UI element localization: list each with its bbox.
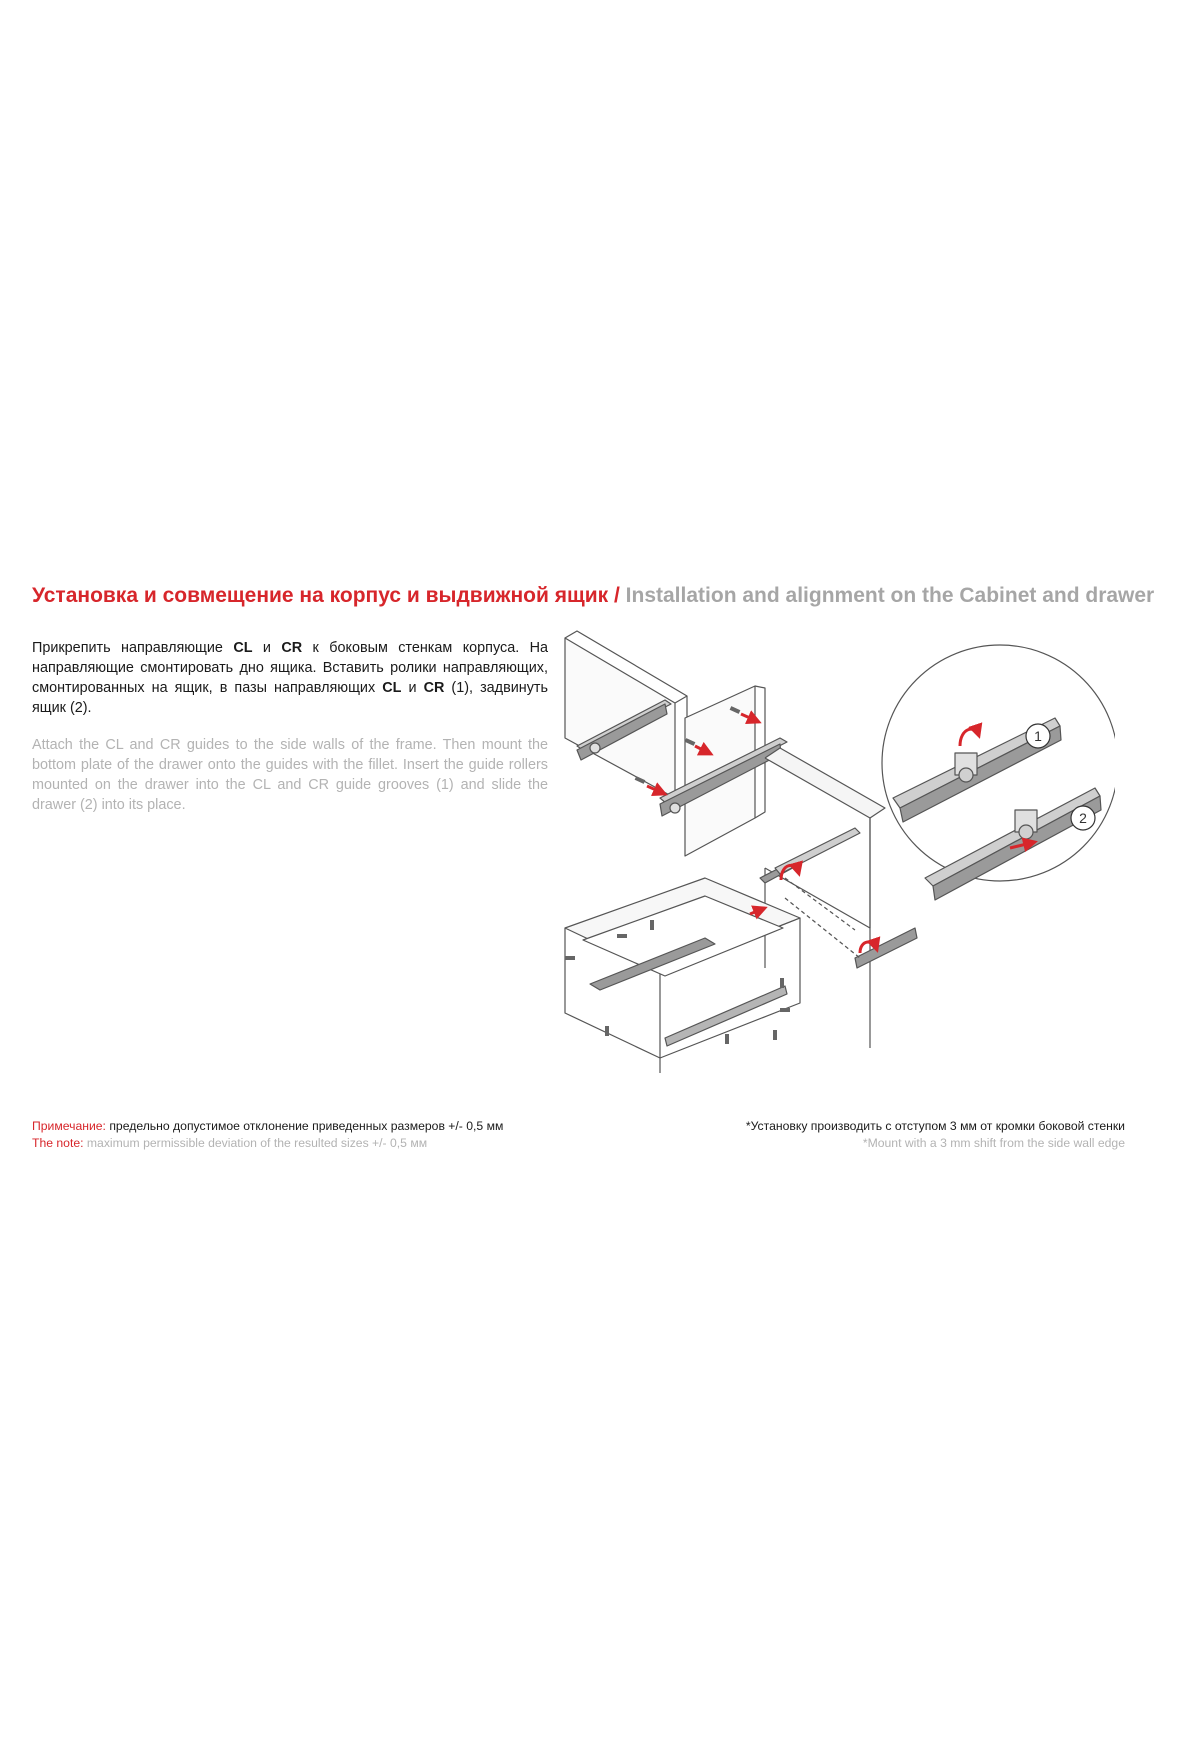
note-mount-en: *Mount with a 3 mm shift from the side wall edge xyxy=(862,1136,1125,1150)
heading-separator: / xyxy=(608,584,626,607)
step-label-1: 1 xyxy=(1034,728,1042,744)
note-text-en: maximum permissible deviation of the resulted sizes +/- 0,5 мм xyxy=(83,1136,428,1150)
drawer xyxy=(565,878,800,1073)
step-marker-2 xyxy=(1071,806,1095,830)
text-run: к боковым стенкам корпуса. На направляющие смонтировать дно ящика. Вставить ролики направляющих, смонтированных на ящик, в пазы направляющих xyxy=(32,640,548,696)
note-tolerance-en xyxy=(32,1135,503,1152)
heading-ru: Установка и совмещение на корпус и выдвижной ящик xyxy=(32,584,609,607)
cabinet-right xyxy=(760,748,885,1048)
text-run: Прикрепить направляющие xyxy=(32,640,234,656)
note-mount-ru: *Установку производить с отступом 3 мм от кромки боковой стенки xyxy=(745,1119,1125,1133)
note-text-ru: предельно допустимое отклонение приведенных размеров +/- 0,5 мм xyxy=(105,1119,504,1133)
guide-code-cl: CL xyxy=(233,640,253,656)
heading-en: Installation and alignment on the Cabinet and drawer xyxy=(625,584,1155,607)
guide-code-cl: CL xyxy=(382,680,402,696)
instructions-en: Attach the CL and CR guides to the side walls of the frame. Then mount the bottom plate of the drawer onto the guides with the fillet. Insert the guide rollers mounted on the drawer into the CL and CR guide grooves (1) and slide the drawer (2) into its place. xyxy=(32,737,548,813)
cabinet-left-wall xyxy=(565,631,687,798)
guide-code-cr: CR xyxy=(281,640,303,656)
text-run: и xyxy=(401,680,424,696)
section-heading xyxy=(32,584,1182,608)
note-label-ru: Примечание: xyxy=(32,1119,106,1133)
instructions-ru xyxy=(32,638,548,718)
installation-illustration xyxy=(555,628,1115,1098)
step-label-2: 2 xyxy=(1079,810,1087,826)
text-run: и xyxy=(252,640,282,656)
note-mount-offset xyxy=(746,1118,1125,1152)
text-run: (1), задвинуть ящик (2). xyxy=(32,680,548,716)
detail-magnifier xyxy=(882,645,1115,900)
guide-rail-right xyxy=(775,828,917,968)
step-marker-1 xyxy=(1026,724,1050,748)
note-tolerance-ru xyxy=(32,1118,503,1135)
note-tolerance xyxy=(32,1118,503,1152)
guide-code-cr: CR xyxy=(423,680,445,696)
note-label-en: The note: xyxy=(32,1136,84,1150)
